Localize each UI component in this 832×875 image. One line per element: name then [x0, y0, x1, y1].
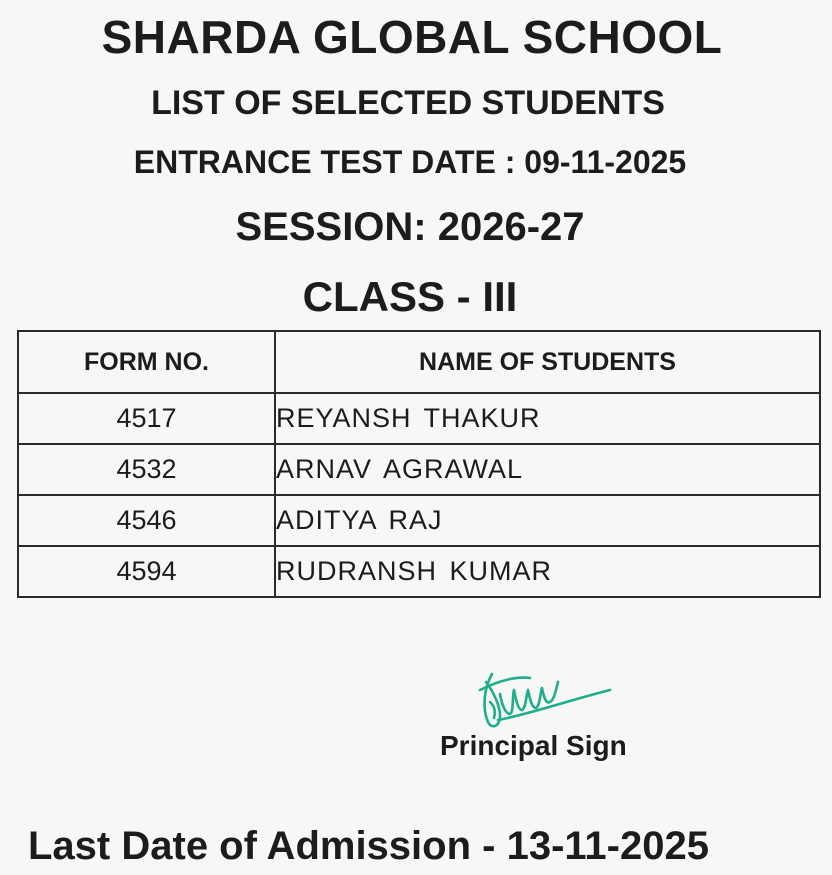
principal-sign-caption: Principal Sign — [440, 730, 627, 761]
list-title: LIST OF SELECTED STUDENTS — [151, 84, 665, 122]
table-row — [18, 546, 820, 597]
entrance-test-date: ENTRANCE TEST DATE : 09-11-2025 — [133, 144, 687, 180]
column-header-form-no: FORM NO. — [18, 331, 275, 393]
form-number-cell: 4517 — [18, 393, 275, 444]
class-label: CLASS - III — [302, 273, 518, 320]
principal-signature — [470, 660, 620, 740]
last-date-of-admission: Last Date of Admission - 13-11-2025 — [28, 824, 709, 868]
selected-students-table — [17, 330, 821, 598]
form-number-cell: 4546 — [18, 495, 275, 546]
table-row — [18, 495, 820, 546]
session-label: SESSION: 2026-27 — [235, 205, 585, 249]
student-name-cell: ADITYA RAJ — [275, 495, 820, 546]
form-number-cell: 4594 — [18, 546, 275, 597]
school-name: SHARDA GLOBAL SCHOOL — [101, 11, 723, 63]
table-row — [18, 444, 820, 495]
table-header-row — [18, 331, 820, 393]
column-header-student-name: NAME OF STUDENTS — [275, 331, 820, 393]
form-number-cell: 4532 — [18, 444, 275, 495]
student-name-cell: RUDRANSH KUMAR — [275, 546, 820, 597]
student-name-cell: REYANSH THAKUR — [275, 393, 820, 444]
table-row — [18, 393, 820, 444]
student-name-cell: ARNAV AGRAWAL — [275, 444, 820, 495]
